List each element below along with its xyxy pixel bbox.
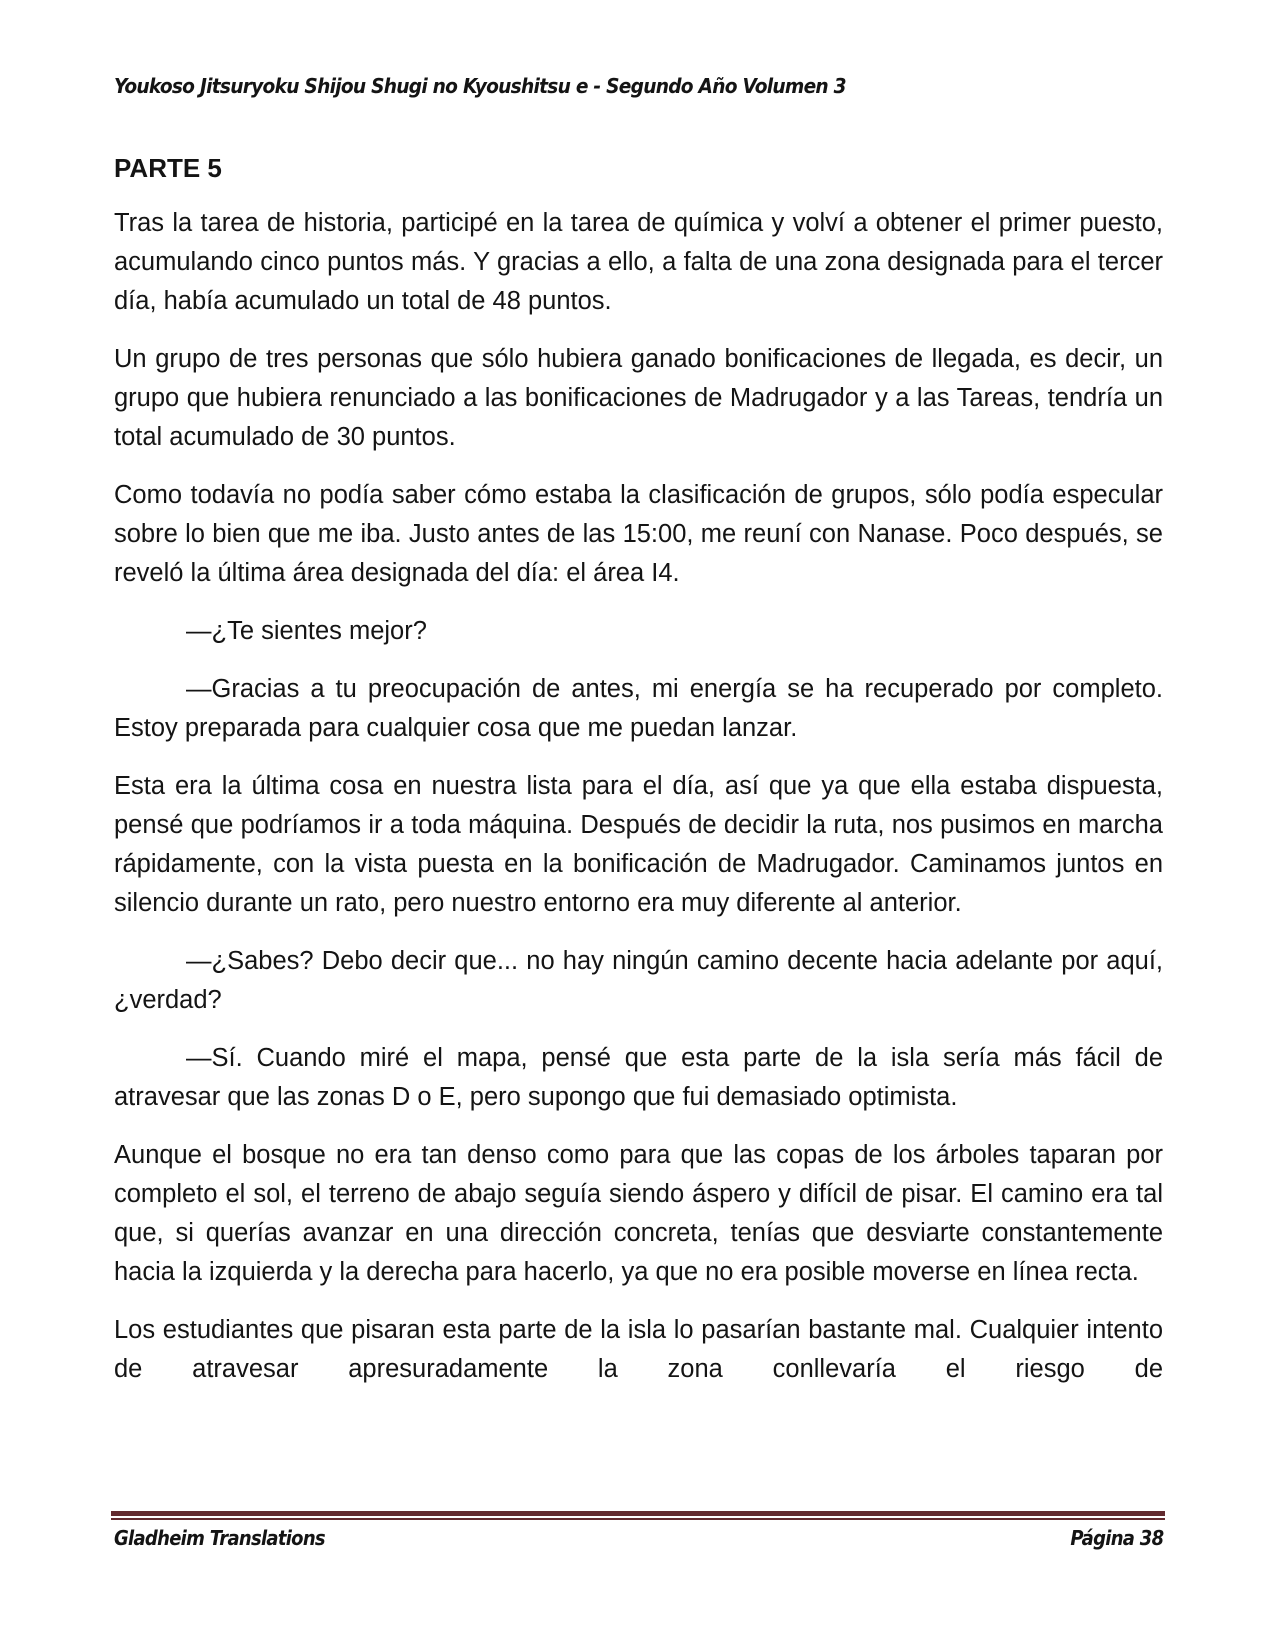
paragraph: Los estudiantes que pisaran esta parte de la isla lo pasarían bastante mal. Cualquier intento de atravesar apresuradamente la zona conllevaría el riesgo de (114, 1316, 1163, 1383)
paragraph: Aunque el bosque no era tan denso como para que las copas de los árboles taparan por completo el sol, el terreno de abajo seguía siendo áspero y difícil de pisar. El camino era tal que, si querías avanzar en una dirección concreta, tenías que desviarte constantemente hacia la izquierda y la derecha para hacerlo, ya que no era posible moverse en línea recta. (114, 1141, 1163, 1286)
footer-rule-thin (111, 1518, 1165, 1520)
footer-page-number: Página 38 (1069, 1526, 1163, 1550)
paragraph: Tras la tarea de historia, participé en la tarea de química y volví a obtener el primer puesto, acumulando cinco puntos más. Y gracias a ello, a falta de una zona designada para el tercer día, había acumulado un total de 48 puntos. (114, 209, 1163, 315)
footer-translator: Gladheim Translations (114, 1526, 325, 1550)
footer-rule-thick (111, 1511, 1165, 1516)
paragraph: Esta era la última cosa en nuestra lista para el día, así que ya que ella estaba dispuesta, pensé que podríamos ir a toda máquina. Después de decidir la ruta, nos pusimos en marcha rápidamente, con la vista puesta en la bonificación de Madrugador. Caminamos juntos en silencio durante un rato, pero nuestro entorno era muy diferente al anterior. (114, 772, 1163, 917)
paragraph: Como todavía no podía saber cómo estaba la clasificación de grupos, sólo podía especular sobre lo bien que me iba. Justo antes de las 15:00, me reuní con Nanase. Poco después, se reveló la última área designada del día: el área I4. (114, 481, 1163, 587)
section-title: PARTE 5 (114, 153, 222, 183)
dialogue-paragraph: —Gracias a tu preocupación de antes, mi energía se ha recuperado por completo. Estoy preparada para cualquier cosa que me puedan lanzar. (114, 675, 1163, 742)
dialogue-paragraph: —Sí. Cuando miré el mapa, pensé que esta parte de la isla sería más fácil de atravesar que las zonas D o E, pero supongo que fui demasiado optimista. (114, 1044, 1163, 1111)
dialogue-paragraph: —¿Te sientes mejor? (186, 617, 427, 645)
paragraph: Un grupo de tres personas que sólo hubiera ganado bonificaciones de llegada, es decir, un grupo que hubiera renunciado a las bonificaciones de Madrugador y a las Tareas, tendría un total acumulado de 30 puntos. (114, 345, 1163, 451)
page-body (114, 150, 1163, 1408)
dialogue-paragraph: —¿Sabes? Debo decir que... no hay ningún camino decente hacia adelante por aquí, ¿verdad? (114, 947, 1163, 1014)
running-header: Youkoso Jitsuryoku Shijou Shugi no Kyoushitsu e - Segundo Año Volumen 3 (114, 74, 846, 98)
